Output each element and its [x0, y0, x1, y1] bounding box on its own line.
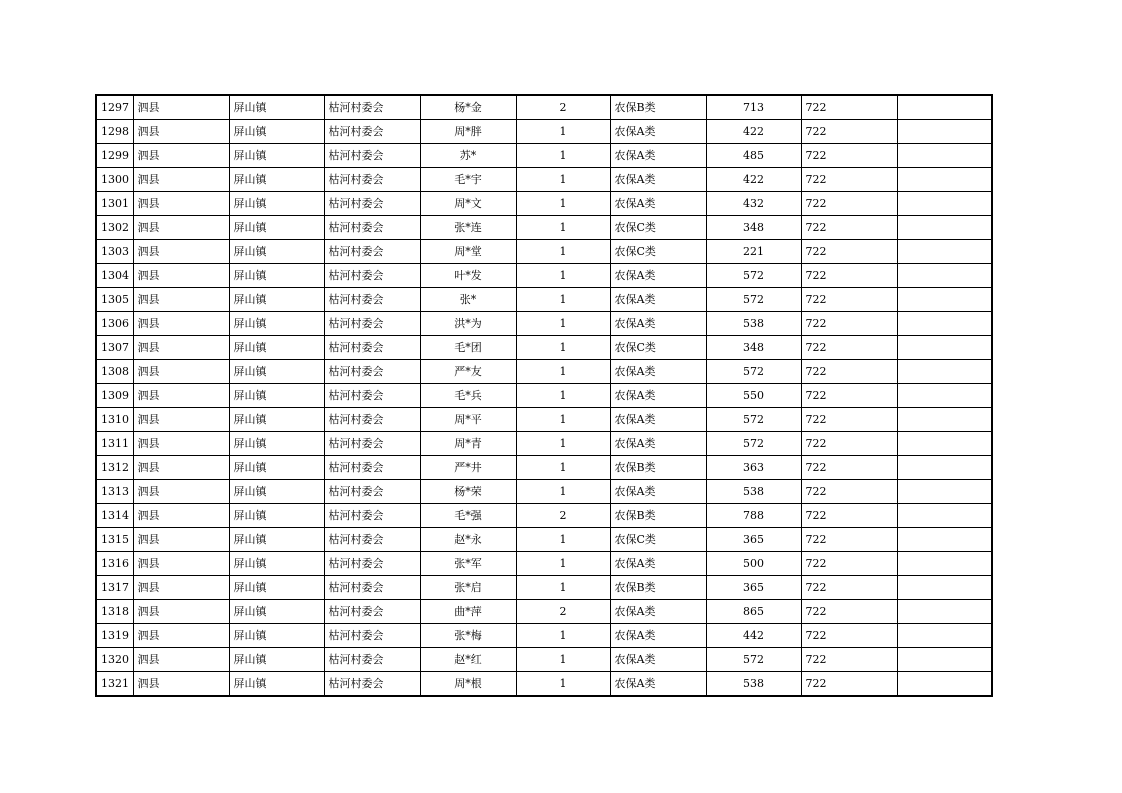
cell-standard: 722 — [801, 552, 897, 576]
cell-id: 1316 — [96, 552, 133, 576]
cell-id: 1312 — [96, 456, 133, 480]
cell-amount: 500 — [706, 552, 801, 576]
cell-amount: 572 — [706, 288, 801, 312]
cell-name: 张* — [420, 288, 516, 312]
table-body — [96, 95, 992, 696]
cell-county: 泗县 — [133, 168, 229, 192]
cell-name: 周*文 — [420, 192, 516, 216]
cell-name: 杨*荣 — [420, 480, 516, 504]
cell-amount: 538 — [706, 480, 801, 504]
cell-category: 农保A类 — [610, 480, 706, 504]
cell-category: 农保A类 — [610, 384, 706, 408]
cell-county: 泗县 — [133, 456, 229, 480]
table-row — [96, 432, 992, 456]
cell-county: 泗县 — [133, 624, 229, 648]
cell-standard: 722 — [801, 384, 897, 408]
cell-amount: 865 — [706, 600, 801, 624]
cell-standard: 722 — [801, 648, 897, 672]
cell-id: 1317 — [96, 576, 133, 600]
cell-count: 1 — [516, 288, 610, 312]
table-row — [96, 648, 992, 672]
cell-id: 1297 — [96, 95, 133, 120]
table-row — [96, 672, 992, 697]
cell-village: 枯河村委会 — [324, 480, 420, 504]
cell-count: 1 — [516, 360, 610, 384]
cell-category: 农保A类 — [610, 432, 706, 456]
cell-amount: 550 — [706, 384, 801, 408]
cell-amount: 572 — [706, 648, 801, 672]
cell-note — [897, 312, 992, 336]
table-row — [96, 360, 992, 384]
cell-standard: 722 — [801, 360, 897, 384]
cell-standard: 722 — [801, 192, 897, 216]
table-row — [96, 120, 992, 144]
cell-town: 屏山镇 — [229, 528, 324, 552]
cell-category: 农保B类 — [610, 456, 706, 480]
cell-count: 1 — [516, 216, 610, 240]
cell-note — [897, 120, 992, 144]
cell-category: 农保C类 — [610, 240, 706, 264]
cell-id: 1320 — [96, 648, 133, 672]
cell-name: 赵*红 — [420, 648, 516, 672]
cell-village: 枯河村委会 — [324, 552, 420, 576]
cell-note — [897, 672, 992, 697]
cell-county: 泗县 — [133, 432, 229, 456]
cell-note — [897, 288, 992, 312]
cell-amount: 485 — [706, 144, 801, 168]
cell-name: 洪*为 — [420, 312, 516, 336]
cell-town: 屏山镇 — [229, 168, 324, 192]
cell-town: 屏山镇 — [229, 672, 324, 697]
cell-category: 农保A类 — [610, 288, 706, 312]
cell-count: 1 — [516, 432, 610, 456]
cell-county: 泗县 — [133, 408, 229, 432]
table-row — [96, 408, 992, 432]
cell-count: 1 — [516, 384, 610, 408]
cell-name: 毛*兵 — [420, 384, 516, 408]
table-row — [96, 216, 992, 240]
cell-amount: 432 — [706, 192, 801, 216]
cell-note — [897, 528, 992, 552]
cell-amount: 221 — [706, 240, 801, 264]
table-row — [96, 144, 992, 168]
cell-town: 屏山镇 — [229, 288, 324, 312]
cell-town: 屏山镇 — [229, 432, 324, 456]
records-table — [95, 94, 993, 697]
cell-village: 枯河村委会 — [324, 504, 420, 528]
cell-id: 1303 — [96, 240, 133, 264]
cell-category: 农保A类 — [610, 408, 706, 432]
cell-category: 农保C类 — [610, 216, 706, 240]
cell-amount: 713 — [706, 95, 801, 120]
cell-standard: 722 — [801, 576, 897, 600]
cell-standard: 722 — [801, 528, 897, 552]
cell-note — [897, 168, 992, 192]
cell-amount: 365 — [706, 576, 801, 600]
cell-count: 1 — [516, 144, 610, 168]
cell-name: 周*根 — [420, 672, 516, 697]
cell-category: 农保A类 — [610, 624, 706, 648]
cell-count: 1 — [516, 240, 610, 264]
cell-name: 毛*宇 — [420, 168, 516, 192]
cell-name: 赵*永 — [420, 528, 516, 552]
cell-id: 1318 — [96, 600, 133, 624]
cell-note — [897, 456, 992, 480]
cell-town: 屏山镇 — [229, 192, 324, 216]
cell-county: 泗县 — [133, 360, 229, 384]
cell-category: 农保A类 — [610, 672, 706, 697]
cell-amount: 572 — [706, 432, 801, 456]
cell-village: 枯河村委会 — [324, 120, 420, 144]
cell-amount: 422 — [706, 168, 801, 192]
cell-amount: 348 — [706, 336, 801, 360]
cell-name: 毛*强 — [420, 504, 516, 528]
cell-county: 泗县 — [133, 504, 229, 528]
cell-amount: 422 — [706, 120, 801, 144]
table-row — [96, 288, 992, 312]
cell-town: 屏山镇 — [229, 552, 324, 576]
cell-name: 苏* — [420, 144, 516, 168]
cell-count: 2 — [516, 600, 610, 624]
cell-amount: 538 — [706, 672, 801, 697]
cell-name: 周*堂 — [420, 240, 516, 264]
cell-id: 1313 — [96, 480, 133, 504]
cell-id: 1315 — [96, 528, 133, 552]
cell-county: 泗县 — [133, 95, 229, 120]
cell-id: 1310 — [96, 408, 133, 432]
cell-name: 张*军 — [420, 552, 516, 576]
cell-standard: 722 — [801, 240, 897, 264]
cell-town: 屏山镇 — [229, 600, 324, 624]
cell-name: 严*友 — [420, 360, 516, 384]
cell-name: 周*胖 — [420, 120, 516, 144]
cell-count: 1 — [516, 672, 610, 697]
table-row — [96, 264, 992, 288]
cell-amount: 365 — [706, 528, 801, 552]
cell-village: 枯河村委会 — [324, 432, 420, 456]
cell-note — [897, 408, 992, 432]
cell-count: 2 — [516, 504, 610, 528]
cell-town: 屏山镇 — [229, 120, 324, 144]
cell-county: 泗县 — [133, 144, 229, 168]
cell-village: 枯河村委会 — [324, 336, 420, 360]
cell-standard: 722 — [801, 672, 897, 697]
cell-standard: 722 — [801, 456, 897, 480]
cell-category: 农保A类 — [610, 264, 706, 288]
cell-town: 屏山镇 — [229, 144, 324, 168]
table-row — [96, 384, 992, 408]
cell-id: 1308 — [96, 360, 133, 384]
cell-category: 农保A类 — [610, 360, 706, 384]
cell-amount: 572 — [706, 408, 801, 432]
cell-note — [897, 240, 992, 264]
cell-count: 1 — [516, 576, 610, 600]
cell-name: 杨*金 — [420, 95, 516, 120]
cell-village: 枯河村委会 — [324, 144, 420, 168]
cell-county: 泗县 — [133, 240, 229, 264]
cell-county: 泗县 — [133, 552, 229, 576]
cell-town: 屏山镇 — [229, 648, 324, 672]
cell-standard: 722 — [801, 120, 897, 144]
table-row — [96, 480, 992, 504]
cell-standard: 722 — [801, 288, 897, 312]
cell-count: 1 — [516, 264, 610, 288]
table-row — [96, 600, 992, 624]
cell-village: 枯河村委会 — [324, 672, 420, 697]
cell-name: 曲*萍 — [420, 600, 516, 624]
table-row — [96, 528, 992, 552]
cell-town: 屏山镇 — [229, 336, 324, 360]
cell-count: 1 — [516, 312, 610, 336]
cell-standard: 722 — [801, 600, 897, 624]
cell-county: 泗县 — [133, 672, 229, 697]
cell-note — [897, 480, 992, 504]
cell-count: 1 — [516, 168, 610, 192]
table-row — [96, 552, 992, 576]
cell-village: 枯河村委会 — [324, 384, 420, 408]
cell-county: 泗县 — [133, 648, 229, 672]
table-row — [96, 576, 992, 600]
cell-note — [897, 624, 992, 648]
cell-category: 农保A类 — [610, 144, 706, 168]
cell-count: 1 — [516, 648, 610, 672]
cell-amount: 442 — [706, 624, 801, 648]
cell-count: 1 — [516, 528, 610, 552]
cell-id: 1298 — [96, 120, 133, 144]
cell-town: 屏山镇 — [229, 312, 324, 336]
cell-town: 屏山镇 — [229, 504, 324, 528]
cell-category: 农保C类 — [610, 528, 706, 552]
cell-id: 1309 — [96, 384, 133, 408]
cell-village: 枯河村委会 — [324, 576, 420, 600]
cell-note — [897, 95, 992, 120]
cell-county: 泗县 — [133, 528, 229, 552]
cell-standard: 722 — [801, 264, 897, 288]
cell-amount: 572 — [706, 264, 801, 288]
cell-village: 枯河村委会 — [324, 95, 420, 120]
cell-count: 2 — [516, 95, 610, 120]
cell-town: 屏山镇 — [229, 480, 324, 504]
cell-note — [897, 648, 992, 672]
cell-county: 泗县 — [133, 288, 229, 312]
cell-category: 农保A类 — [610, 600, 706, 624]
cell-count: 1 — [516, 480, 610, 504]
cell-standard: 722 — [801, 408, 897, 432]
cell-standard: 722 — [801, 216, 897, 240]
cell-town: 屏山镇 — [229, 456, 324, 480]
cell-standard: 722 — [801, 336, 897, 360]
cell-standard: 722 — [801, 95, 897, 120]
cell-id: 1321 — [96, 672, 133, 697]
cell-village: 枯河村委会 — [324, 408, 420, 432]
cell-name: 张*启 — [420, 576, 516, 600]
table-row — [96, 624, 992, 648]
cell-name: 叶*发 — [420, 264, 516, 288]
cell-id: 1301 — [96, 192, 133, 216]
cell-county: 泗县 — [133, 576, 229, 600]
cell-name: 张*连 — [420, 216, 516, 240]
cell-name: 周*平 — [420, 408, 516, 432]
cell-note — [897, 192, 992, 216]
cell-village: 枯河村委会 — [324, 168, 420, 192]
cell-standard: 722 — [801, 312, 897, 336]
cell-name: 严*井 — [420, 456, 516, 480]
cell-note — [897, 216, 992, 240]
cell-town: 屏山镇 — [229, 216, 324, 240]
cell-village: 枯河村委会 — [324, 360, 420, 384]
cell-town: 屏山镇 — [229, 240, 324, 264]
cell-village: 枯河村委会 — [324, 648, 420, 672]
cell-county: 泗县 — [133, 480, 229, 504]
cell-count: 1 — [516, 624, 610, 648]
cell-category: 农保A类 — [610, 312, 706, 336]
table-row — [96, 504, 992, 528]
cell-category: 农保A类 — [610, 168, 706, 192]
cell-county: 泗县 — [133, 192, 229, 216]
cell-county: 泗县 — [133, 216, 229, 240]
cell-category: 农保B类 — [610, 576, 706, 600]
cell-standard: 722 — [801, 168, 897, 192]
cell-id: 1319 — [96, 624, 133, 648]
cell-town: 屏山镇 — [229, 264, 324, 288]
cell-name: 张*梅 — [420, 624, 516, 648]
table-row — [96, 336, 992, 360]
cell-count: 1 — [516, 408, 610, 432]
cell-count: 1 — [516, 456, 610, 480]
table-row — [96, 456, 992, 480]
cell-id: 1300 — [96, 168, 133, 192]
cell-note — [897, 144, 992, 168]
cell-id: 1302 — [96, 216, 133, 240]
cell-count: 1 — [516, 336, 610, 360]
cell-county: 泗县 — [133, 312, 229, 336]
cell-standard: 722 — [801, 504, 897, 528]
cell-village: 枯河村委会 — [324, 192, 420, 216]
cell-note — [897, 600, 992, 624]
cell-county: 泗县 — [133, 600, 229, 624]
cell-county: 泗县 — [133, 264, 229, 288]
cell-village: 枯河村委会 — [324, 456, 420, 480]
cell-note — [897, 264, 992, 288]
cell-town: 屏山镇 — [229, 384, 324, 408]
cell-note — [897, 360, 992, 384]
cell-amount: 363 — [706, 456, 801, 480]
cell-town: 屏山镇 — [229, 624, 324, 648]
cell-town: 屏山镇 — [229, 408, 324, 432]
cell-county: 泗县 — [133, 336, 229, 360]
cell-village: 枯河村委会 — [324, 240, 420, 264]
cell-county: 泗县 — [133, 120, 229, 144]
cell-amount: 788 — [706, 504, 801, 528]
cell-note — [897, 504, 992, 528]
cell-standard: 722 — [801, 432, 897, 456]
cell-id: 1306 — [96, 312, 133, 336]
cell-note — [897, 336, 992, 360]
cell-name: 周*青 — [420, 432, 516, 456]
cell-category: 农保A类 — [610, 552, 706, 576]
cell-count: 1 — [516, 552, 610, 576]
cell-village: 枯河村委会 — [324, 288, 420, 312]
cell-village: 枯河村委会 — [324, 624, 420, 648]
cell-note — [897, 432, 992, 456]
cell-town: 屏山镇 — [229, 360, 324, 384]
cell-category: 农保B类 — [610, 95, 706, 120]
cell-village: 枯河村委会 — [324, 528, 420, 552]
cell-count: 1 — [516, 120, 610, 144]
cell-village: 枯河村委会 — [324, 600, 420, 624]
cell-id: 1299 — [96, 144, 133, 168]
cell-note — [897, 576, 992, 600]
cell-town: 屏山镇 — [229, 95, 324, 120]
cell-note — [897, 384, 992, 408]
cell-village: 枯河村委会 — [324, 216, 420, 240]
cell-note — [897, 552, 992, 576]
cell-id: 1314 — [96, 504, 133, 528]
cell-id: 1307 — [96, 336, 133, 360]
table-row — [96, 192, 992, 216]
cell-standard: 722 — [801, 624, 897, 648]
cell-category: 农保A类 — [610, 120, 706, 144]
cell-county: 泗县 — [133, 384, 229, 408]
cell-village: 枯河村委会 — [324, 312, 420, 336]
cell-standard: 722 — [801, 480, 897, 504]
cell-id: 1311 — [96, 432, 133, 456]
table-row — [96, 95, 992, 120]
cell-standard: 722 — [801, 144, 897, 168]
cell-count: 1 — [516, 192, 610, 216]
cell-category: 农保A类 — [610, 192, 706, 216]
table-row — [96, 168, 992, 192]
cell-name: 毛*团 — [420, 336, 516, 360]
cell-town: 屏山镇 — [229, 576, 324, 600]
cell-category: 农保C类 — [610, 336, 706, 360]
cell-category: 农保B类 — [610, 504, 706, 528]
table-row — [96, 312, 992, 336]
cell-village: 枯河村委会 — [324, 264, 420, 288]
cell-id: 1305 — [96, 288, 133, 312]
cell-category: 农保A类 — [610, 648, 706, 672]
table-row — [96, 240, 992, 264]
cell-id: 1304 — [96, 264, 133, 288]
cell-amount: 348 — [706, 216, 801, 240]
cell-amount: 572 — [706, 360, 801, 384]
cell-amount: 538 — [706, 312, 801, 336]
